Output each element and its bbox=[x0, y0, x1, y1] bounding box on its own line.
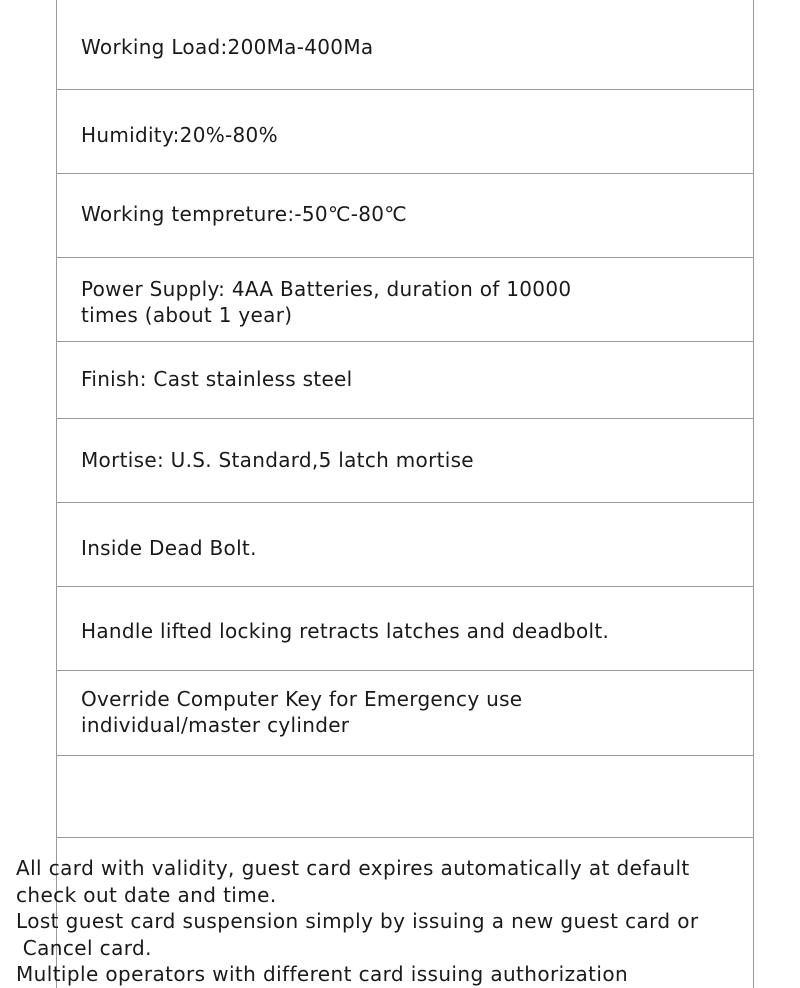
spec-row-empty bbox=[57, 756, 753, 838]
spec-row-override-key bbox=[57, 671, 753, 756]
spec-line: times (about 1 year) bbox=[81, 303, 293, 327]
spec-text bbox=[81, 276, 733, 328]
spec-text bbox=[81, 686, 733, 738]
spec-row-temperature bbox=[57, 174, 753, 258]
spec-text bbox=[81, 366, 733, 392]
spec-text bbox=[81, 34, 733, 60]
spec-text bbox=[81, 618, 733, 644]
spec-row-finish bbox=[57, 342, 753, 419]
spec-line: Finish: Cast stainless steel bbox=[81, 367, 353, 391]
notes-line: Multiple operators with different card issuing authorization bbox=[16, 962, 629, 986]
spec-text bbox=[81, 201, 733, 227]
notes-line: check out date and time. bbox=[16, 882, 277, 907]
spec-line: Handle lifted locking retracts latches and deadbolt. bbox=[81, 619, 610, 643]
spec-table bbox=[56, 0, 754, 988]
spec-line: individual/master cylinder bbox=[81, 713, 350, 737]
notes-line: Cancel card. bbox=[16, 935, 152, 960]
spec-line: Working tempreture:-50℃-80℃ bbox=[81, 202, 408, 226]
spec-text bbox=[81, 122, 733, 148]
spec-line: Inside Dead Bolt. bbox=[81, 536, 257, 560]
spec-row-humidity bbox=[57, 90, 753, 174]
spec-row-handle bbox=[57, 587, 753, 671]
spec-line: Power Supply: 4AA Batteries, duration of 10000 bbox=[81, 277, 572, 301]
spec-row-power-supply bbox=[57, 258, 753, 342]
spec-line: Working Load:200Ma-400Ma bbox=[81, 35, 374, 59]
notes-paragraph bbox=[16, 855, 796, 988]
spec-line: Humidity:20%-80% bbox=[81, 123, 278, 147]
spec-row-dead-bolt bbox=[57, 503, 753, 587]
notes-line: All card with validity, guest card expires automatically at default bbox=[16, 856, 690, 880]
spec-row-mortise bbox=[57, 419, 753, 503]
spec-row-working-load bbox=[57, 0, 753, 90]
spec-line: Mortise: U.S. Standard,5 latch mortise bbox=[81, 448, 474, 472]
spec-text bbox=[81, 447, 733, 473]
spec-text bbox=[81, 535, 733, 561]
notes-line: Lost guest card suspension simply by issuing a new guest card or bbox=[16, 909, 699, 933]
spec-line: Override Computer Key for Emergency use bbox=[81, 687, 523, 711]
